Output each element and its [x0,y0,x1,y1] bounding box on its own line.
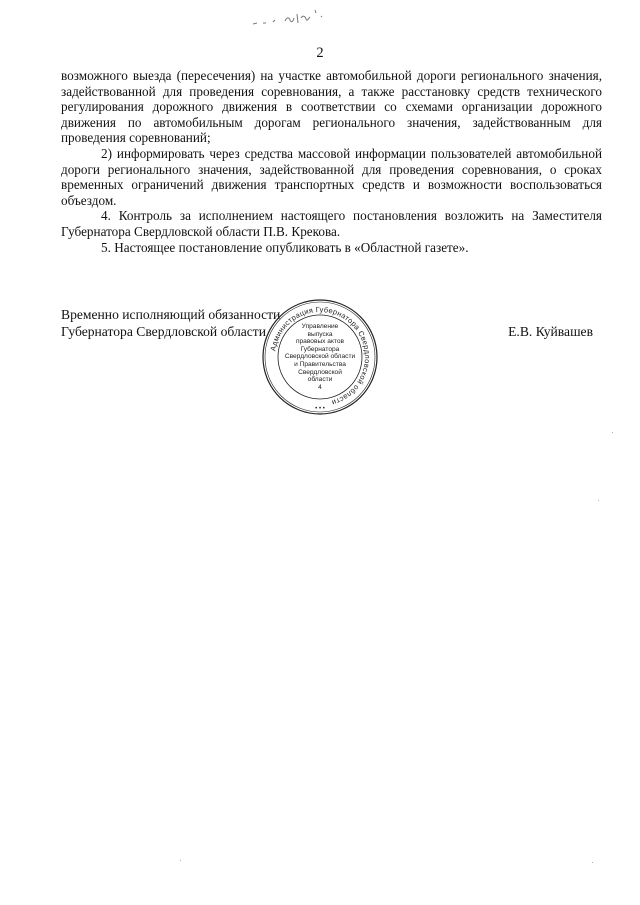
scan-speck [592,862,593,863]
signatory-name: Е.В. Куйвашев [508,324,593,339]
handwritten-mark [245,4,335,28]
scan-speck [612,432,613,433]
seal-line: выпуска [307,330,333,338]
position-line-2: Губернатора Свердловской области [61,324,267,339]
paragraph-continuation: возможного выезда (пересечения) на участке автомобильной дороги регионального значения, задействованной для проведения соревнования, а также расстановку средств технического регулирования дорожного движения в соответствии со схемами организации дорожного движения по автомобильным дорогам регионального значения, задействованным для проведения соревнований; [61,68,602,146]
seal-number: 4 [318,383,322,391]
seal-line: области [307,376,333,384]
seal-line: и Правительства [294,360,346,368]
seal-line: Управление [301,323,339,330]
paragraph-item-2: 2) информировать через средства массовой информации пользователей автомобильной дороги регионального значения, задействованной для проведения соревнования, о сроках временных ограничений движения транспортных средств и возможности воспользоваться объездом. [61,145,602,208]
document-body [61,68,602,255]
seal-line: Свердловской области [284,353,356,361]
scan-speck [598,500,599,501]
signatory-position [61,306,280,340]
seal-line: правовых актов [295,338,345,346]
page-number: 2 [316,45,324,61]
official-seal-stamp [261,298,379,416]
seal-center-text [275,323,365,391]
paragraph-item-5: 5. Настоящее постановление опубликовать в «Областной газете». [101,239,469,255]
seal-line: Губернатора [300,345,340,353]
position-line-1: Временно исполняющий обязанности [61,307,281,322]
scan-speck [180,860,181,861]
seal-ring-text: Администрация Губернатора Свердловской области [268,304,373,408]
paragraph-item-4: 4. Контроль за исполнением настоящего постановления возложить на Заместителя Губернатора Свердловской области П.В. Крекова. [61,208,602,239]
svg-text:• • •: • • • [315,406,325,412]
seal-line: Свердловской [298,368,342,376]
